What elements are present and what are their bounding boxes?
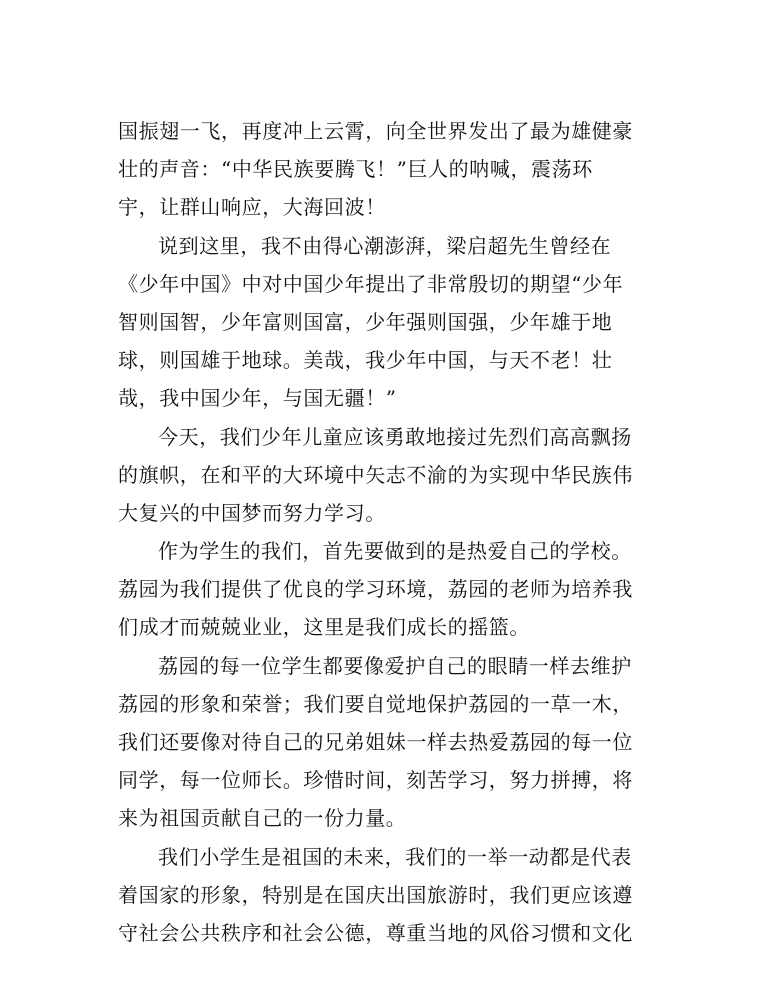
- text-line: 哉，我中国少年，与国无疆！”: [118, 386, 397, 411]
- text-line: 荔园的形象和荣誉；我们要自觉地保护荔园的一草一木，: [118, 691, 633, 716]
- text-line: 们成才而兢兢业业，这里是我们成长的摇篮。: [118, 615, 530, 640]
- text-line: 壮的声音：“中华民族要腾飞！”巨人的呐喊，震荡环: [118, 157, 593, 182]
- text-line: 我们还要像对待自己的兄弟姐妹一样去热爱荔园的每一位: [118, 730, 633, 754]
- text-line: 的旗帜，在和平的大环境中矢志不渝的为实现中华民族伟: [118, 462, 633, 487]
- paragraph-first-line: 今天，我们少年儿童应该勇敢地接过先烈们高高飘扬: [158, 424, 632, 449]
- text-line: 智则国智，少年富则国富，少年强则国强，少年雄于地: [118, 309, 613, 334]
- text-line: 宇，让群山响应，大海回波！: [118, 195, 386, 220]
- body-text: [118, 112, 638, 952]
- text-line: 同学，每一位师长。珍惜时间，刻苦学习，努力拼搏，将: [118, 768, 633, 793]
- paragraph-first-line: 我们小学生是祖国的未来，我们的一举一动都是代表: [158, 844, 632, 869]
- text-line: 荔园为我们提供了优良的学习环境，荔园的老师为培养我: [118, 577, 633, 602]
- paragraph-first-line: 说到这里，我不由得心潮澎湃，梁启超先生曾经在: [158, 233, 612, 258]
- text-line: 《少年中国》中对中国少年提出了非常殷切的期望“少年: [118, 271, 624, 296]
- text-line: 大复兴的中国梦而努力学习。: [118, 500, 386, 525]
- paragraph-first-line: 荔园的每一位学生都要像爱护自己的眼睛一样去维护: [158, 653, 632, 678]
- text-line: 着国家的形象，特别是在国庆出国旅游时，我们更应该遵: [118, 882, 633, 907]
- text-line: 守社会公共秩序和社会公德，尊重当地的风俗习惯和文化: [118, 920, 633, 945]
- text-line: 来为祖国贡献自己的一份力量。: [118, 806, 407, 831]
- text-line: 球，则国雄于地球。美哉，我少年中国，与天不老！壮: [118, 348, 613, 373]
- text-line: 国振翅一飞，再度冲上云霄，向全世界发出了最为雄健豪: [118, 119, 633, 143]
- paragraph-first-line: 作为学生的我们，首先要做到的是热爱自己的学校。: [158, 539, 632, 564]
